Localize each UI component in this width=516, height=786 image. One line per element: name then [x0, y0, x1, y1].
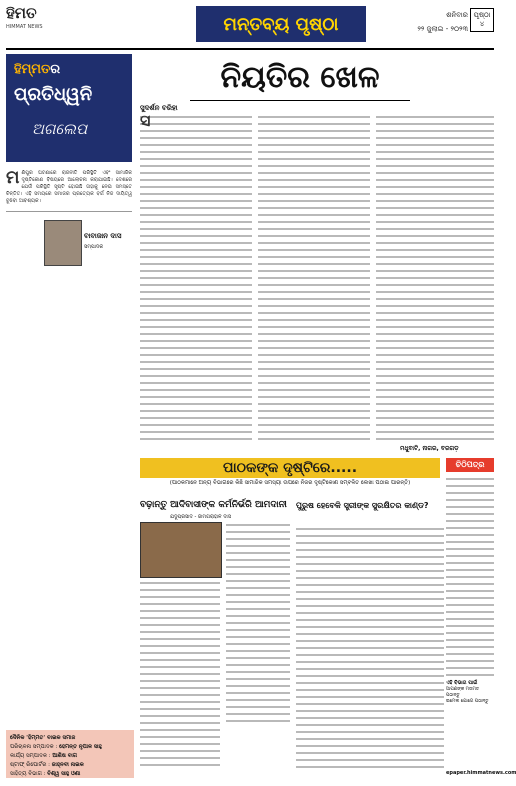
masthead — [6, 4, 494, 48]
column-text-lines — [258, 114, 370, 442]
brand-line1-main: ହିମ୍ମତ — [14, 62, 51, 77]
letters-contact: ଇମେଲ ଯୋଗେ ପଠାନ୍ତୁ — [446, 699, 489, 704]
readers-article1-title: ବଢ଼ାନ୍ତୁ ଆଦିବାସୀଙ୍କ କର୍ମନିର୍ଭରି ଆମଦାନୀ — [140, 500, 287, 510]
credit-line: ଷ୍ଟାଫ୍ ରିପୋର୍ଟର : ଜାହ୍ନବୀ ନାଇକ — [10, 762, 84, 768]
readers-article1-text — [226, 522, 290, 722]
letters-text — [446, 476, 494, 676]
article-headline: ନିୟତିର ଖେଳ — [190, 58, 410, 101]
article-byline: ସୁଦର୍ଶନ ବରିହା — [140, 104, 178, 112]
readers-article2-title: ପୁରୁଷ ହେବେକି ସ୍ତ୍ରୀଙ୍କ ସୁରକ୍ଷିତର କାଣ୍ଡ? — [296, 501, 429, 510]
section-title: ମନ୍ତବ୍ୟ ପୃଷ୍ଠା — [196, 6, 366, 42]
article-dropcap: ସ — [140, 111, 151, 130]
credit-line: ପରିଚାଳନା ସମ୍ପାଦକ : ହେମନ୍ତ ନୃପାଳ ସାହୁ — [10, 744, 102, 750]
author-role: ସମ୍ପାଦକ — [84, 244, 104, 250]
header-rule — [6, 48, 494, 50]
brand-line3: ଅଗଲେପ — [32, 120, 88, 138]
readers-band: ପାଠକଙ୍କ ଦୃଷ୍ଟିରେ..... — [140, 458, 440, 478]
author-photo — [44, 220, 82, 266]
readers-article1-photo — [140, 522, 222, 578]
left-column — [6, 54, 132, 726]
author-name: ବାବାଜାନ ଦାସ — [84, 232, 122, 240]
brand-line1-suffix: ର — [50, 62, 61, 77]
brand-line2: ପ୍ରତିଧ୍ୱନି — [14, 84, 93, 105]
dateline — [388, 8, 468, 36]
column-text-lines — [376, 114, 494, 442]
article-column-3 — [376, 114, 494, 442]
letters-footer-title: ଏହି ବିଭାଗ ପାଇଁ — [446, 680, 478, 686]
author-box — [6, 211, 132, 280]
column-text-lines — [140, 111, 252, 442]
page-number-box — [470, 8, 494, 32]
credit-line: କାର୍ଯ୍ୟ ସମ୍ପାଦକ : ଆଶିଷ ବାଗ — [10, 753, 77, 759]
readers-article1-text-2 — [140, 580, 220, 770]
brand-box — [6, 54, 132, 162]
page-number: ୪ — [479, 20, 485, 28]
readers-article2-text — [296, 526, 444, 772]
letters-footer-text: ଆପଣଙ୍କ ମତାମତ ପଠାନ୍ତୁ — [446, 687, 480, 698]
brand-line1 — [14, 62, 60, 77]
page-label: ପୃଷ୍ଠା — [473, 11, 491, 19]
article-column-1 — [140, 111, 252, 442]
day: ଶନିବାର — [446, 11, 468, 19]
letters-footer — [446, 680, 494, 705]
epaper-link[interactable]: epaper.himmatnews.com — [446, 770, 516, 776]
column-text-lines — [226, 522, 290, 722]
date: ୨୨ ଜୁଲାଇ - ୨୦୨୩ — [417, 25, 468, 33]
lead-paragraph: ଣିପୁର ଘଟଣାରେ ରାଜନୀତି ପରିସ୍ଥିତି ଏବଂ ସାମାଜିକ ଦୃଷ୍ଟିକୋଣ ବିଷୟରେ ଆଲୋଚନା କରାଯାଇଛି। ଦେଶରେ ଯେଉଁ ପରିସ୍ଥିତି ସୃଷ୍ଟି ହୋଇଛି ତାହାକୁ ନେଇ ସମସ୍ତେ ଚିନ୍ତିତ। ଏହି ସମୟରେ ସମାଜର ପ୍ରତ୍ୟେକ ବର୍ଗ ନିଜ ଦାୟିତ୍ୱ ବୁଝିବା ଆବଶ୍ୟକ। — [6, 170, 132, 204]
credits-box — [6, 730, 134, 778]
lead-text — [6, 167, 132, 205]
newspaper-logo — [6, 4, 56, 44]
article-signoff: ମଧୁବାଟି, ନାଗର, ବରଗଡ଼ — [400, 445, 459, 452]
logo-text: ହିମତ — [6, 4, 37, 22]
credit-line: ଦୈନିକ 'ହିମ୍ମତ' ବାଇକ ସମାଜ — [10, 735, 76, 741]
readers-note: (ପାଠକମାନେ ଅନ୍ୟ ବିଭାଗରେ କିଛି ସାମାଜିକ ସମସ୍ୟା ଉପରେ ନିଜର ଦୃଷ୍ଟିକୋଣ ସମ୍ବଳିତ ଲେଖା ପଠାଇ ପାରନ୍ତି) — [169, 480, 411, 486]
column-text-lines — [140, 580, 220, 770]
logo-tagline: HIMMAT NEWS — [6, 24, 43, 30]
lead-dropcap: ମ — [6, 167, 20, 188]
letters-heading: ଚିଠିପତ୍ର — [446, 458, 494, 472]
credit-line: ସାହିତ୍ୟ ବିଭାଗ : ବିଶ୍ୱ ସାହୁ ଓଣା — [10, 771, 81, 777]
article-column-2 — [258, 114, 370, 442]
column-text-lines — [296, 526, 444, 772]
column-text-lines — [446, 476, 494, 676]
readers-article1-byline: ଯଦୁପ୍ରସାଦ - ଜାମଗରାହାଳ ଦାସ — [170, 514, 232, 520]
